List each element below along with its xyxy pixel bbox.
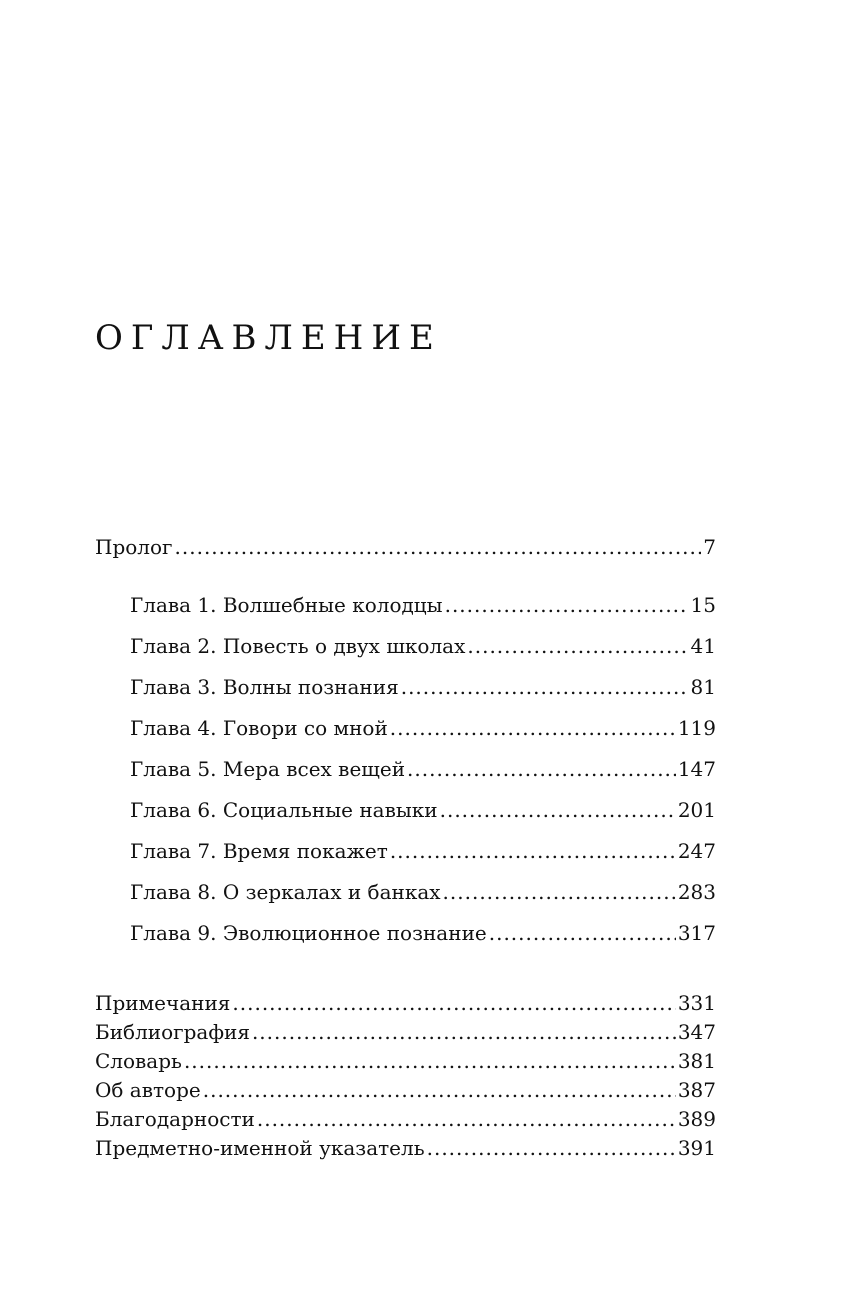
- toc-entry-label: Примечания: [95, 991, 231, 1015]
- toc-entry-label: Предметно-именной указатель: [95, 1136, 425, 1160]
- toc-entry-bibliography[interactable]: [95, 1019, 716, 1045]
- toc-entry-label: Глава 6. Социальные навыки: [130, 798, 438, 822]
- dot-leader: [390, 715, 676, 741]
- toc-entry-page: 381: [677, 1049, 716, 1073]
- toc-entry-label: Глава 1. Волшебные колодцы: [130, 593, 443, 617]
- toc-entry-prologue[interactable]: [95, 534, 716, 560]
- toc-entry-about-author[interactable]: [95, 1077, 716, 1103]
- toc-entry-chapter-9[interactable]: [130, 920, 716, 946]
- toc-entry-notes[interactable]: [95, 990, 716, 1016]
- toc-entry-chapter-5[interactable]: [130, 756, 716, 782]
- toc-entry-page: 347: [677, 1020, 716, 1044]
- toc-entry-acknowledgments[interactable]: [95, 1106, 716, 1132]
- dot-leader: [427, 1135, 676, 1161]
- toc-entry-page: 391: [677, 1136, 716, 1160]
- toc-entry-label: Глава 7. Время покажет: [130, 839, 388, 863]
- toc-entry-chapter-7[interactable]: [130, 838, 716, 864]
- toc-entry-label: Глава 3. Волны познания: [130, 675, 399, 699]
- toc-entry-label: Пролог: [95, 535, 173, 559]
- dot-leader: [175, 534, 702, 560]
- toc-entry-page: 81: [690, 675, 716, 699]
- dot-leader: [257, 1106, 676, 1132]
- dot-leader: [445, 592, 689, 618]
- dot-leader: [467, 633, 688, 659]
- dot-leader: [443, 879, 676, 905]
- dot-leader: [489, 920, 676, 946]
- toc-entry-glossary[interactable]: [95, 1048, 716, 1074]
- toc-entry-page: 331: [677, 991, 716, 1015]
- toc-entry-page: 7: [703, 535, 716, 559]
- toc-entry-chapter-8[interactable]: [130, 879, 716, 905]
- toc-entry-chapter-6[interactable]: [130, 797, 716, 823]
- toc-entry-label: Об авторе: [95, 1078, 201, 1102]
- dot-leader: [390, 838, 676, 864]
- toc-entry-chapter-3[interactable]: [130, 674, 716, 700]
- toc-entry-page: 387: [677, 1078, 716, 1102]
- toc-entry-label: Глава 2. Повесть о двух школах: [130, 634, 466, 658]
- toc-entry-label: Благодарности: [95, 1107, 255, 1131]
- toc-entry-page: 119: [677, 716, 716, 740]
- toc-entry-page: 283: [677, 880, 716, 904]
- toc-entry-page: 201: [677, 798, 716, 822]
- toc-entry-page: 15: [690, 593, 716, 617]
- toc-entry-label: Глава 8. О зеркалах и банках: [130, 880, 441, 904]
- dot-leader: [440, 797, 676, 823]
- toc-entry-page: 389: [677, 1107, 716, 1131]
- toc-entry-label: Глава 5. Мера всех вещей: [130, 757, 406, 781]
- toc-entry-label: Глава 4. Говори со мной: [130, 716, 388, 740]
- dot-leader: [401, 674, 689, 700]
- toc-entry-page: 147: [677, 757, 716, 781]
- toc-entry-chapter-1[interactable]: [130, 592, 716, 618]
- toc-entry-chapter-4[interactable]: [130, 715, 716, 741]
- dot-leader: [203, 1077, 676, 1103]
- toc-entry-label: Словарь: [95, 1049, 182, 1073]
- page-title: ОГЛАВЛЕНИЕ: [95, 318, 442, 358]
- toc-entry-page: 41: [690, 634, 716, 658]
- dot-leader: [407, 756, 676, 782]
- toc-entry-index[interactable]: [95, 1135, 716, 1161]
- toc-entry-label: Глава 9. Эволюционное познание: [130, 921, 487, 945]
- dot-leader: [252, 1019, 676, 1045]
- toc-entry-page: 247: [677, 839, 716, 863]
- toc-entry-label: Библиография: [95, 1020, 250, 1044]
- dot-leader: [232, 990, 675, 1016]
- toc-entry-chapter-2[interactable]: [130, 633, 716, 659]
- dot-leader: [184, 1048, 676, 1074]
- toc-entry-page: 317: [677, 921, 716, 945]
